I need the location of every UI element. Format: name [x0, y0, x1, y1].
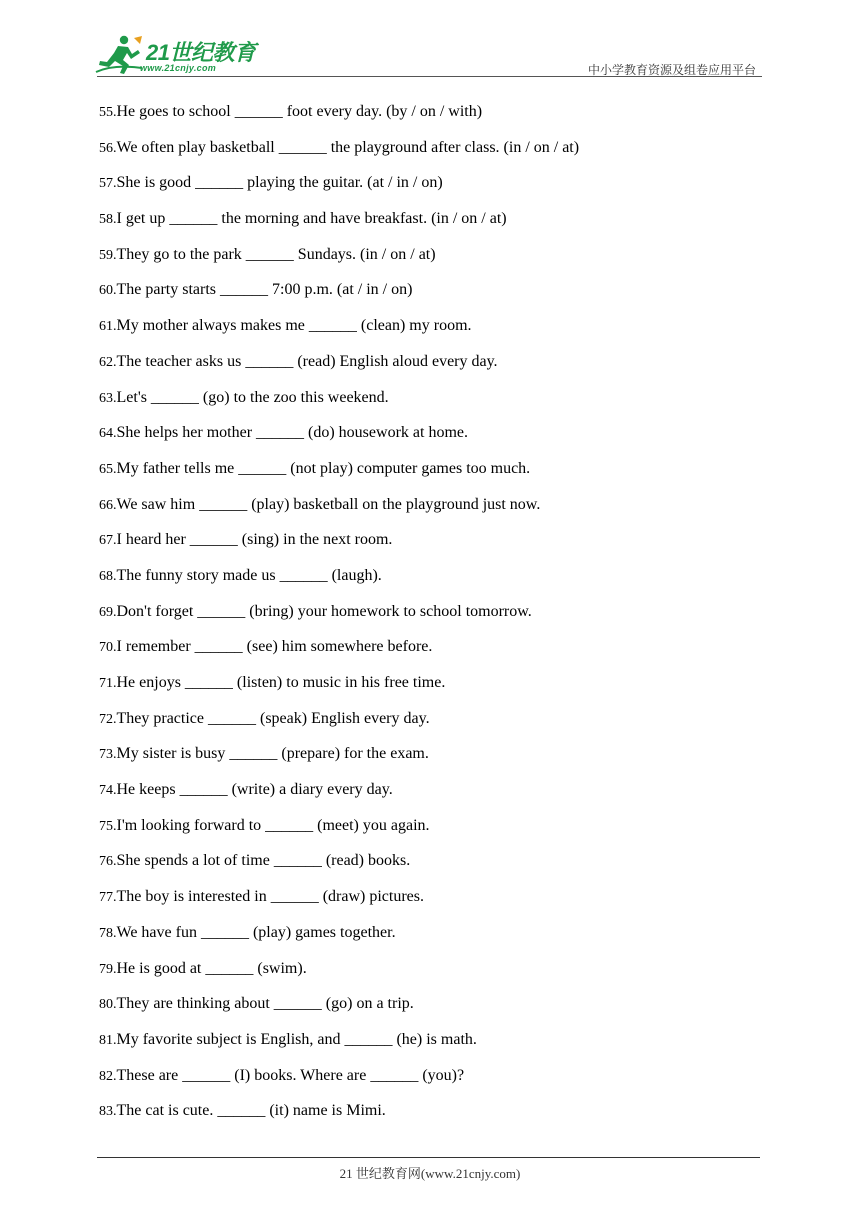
question-item [99, 458, 579, 494]
question-number: 58. [99, 212, 117, 228]
question-item [99, 886, 579, 922]
question-item [99, 672, 579, 708]
question-text: I remember ______ (see) him somewhere before. [116, 638, 433, 656]
question-text: Let's ______ (go) to the zoo this weekend. [116, 388, 389, 406]
question-number: 78. [99, 925, 117, 941]
question-text: My mother always makes me ______ (clean) my room. [116, 317, 472, 335]
question-text: He keeps ______ (write) a diary every day. [116, 781, 393, 799]
question-item [99, 1100, 579, 1136]
question-number: 68. [99, 568, 117, 584]
question-text: We have fun ______ (play) games together. [116, 923, 396, 941]
question-item [99, 279, 579, 315]
question-item [99, 815, 579, 851]
question-item [99, 636, 579, 672]
question-item [99, 244, 579, 280]
question-number: 67. [99, 533, 117, 549]
footer-divider [97, 1157, 760, 1158]
question-item [99, 850, 579, 886]
question-text: He enjoys ______ (listen) to music in his free time. [116, 674, 446, 691]
question-text: He goes to school ______ foot every day. (by / on / with) [116, 103, 483, 120]
question-item [99, 422, 579, 458]
question-item [99, 172, 579, 208]
header-tagline: 中小学教育资源及组卷应用平台 [587, 63, 756, 77]
question-text: My favorite subject is English, and ______ (he) is math. [116, 1030, 477, 1048]
question-item [99, 922, 579, 958]
question-list [99, 101, 579, 1136]
question-number: 76. [99, 854, 117, 870]
page-footer[interactable]: 21 世纪教育网(www.21cnjy.com) [339, 1166, 521, 1181]
question-text: The teacher asks us ______ (read) English aloud every day. [116, 352, 498, 370]
question-text: My sister is busy ______ (prepare) for the exam. [116, 745, 429, 763]
question-text: He is good at ______ (swim). [116, 959, 307, 977]
question-text: The boy is interested in ______ (draw) pictures. [116, 888, 424, 906]
question-item [99, 601, 579, 637]
question-text: I get up ______ the morning and have breakfast. (in / on / at) [116, 210, 507, 228]
question-item [99, 137, 579, 173]
question-number: 60. [99, 283, 117, 299]
question-number: 73. [99, 747, 117, 763]
question-number: 64. [99, 426, 117, 442]
question-text: They practice ______ (speak) English every day. [116, 709, 430, 727]
question-number: 74. [99, 783, 117, 799]
question-number: 61. [99, 319, 117, 335]
question-number: 83. [99, 1104, 117, 1120]
question-item [99, 779, 579, 815]
question-item [99, 565, 579, 601]
header-divider [97, 76, 762, 77]
question-item [99, 958, 579, 994]
question-number: 77. [99, 890, 117, 906]
question-item [99, 743, 579, 779]
question-item [99, 494, 579, 530]
question-number: 80. [99, 997, 117, 1013]
question-number: 72. [99, 711, 117, 727]
question-item [99, 208, 579, 244]
question-number: 71. [99, 676, 117, 691]
question-text: She helps her mother ______ (do) housework at home. [116, 424, 468, 442]
question-item [99, 993, 579, 1029]
question-text: She spends a lot of time ______ (read) books. [116, 852, 411, 870]
question-text: I'm looking forward to ______ (meet) you again. [116, 816, 430, 834]
question-item [99, 315, 579, 351]
page-header [0, 0, 860, 80]
question-item [99, 1029, 579, 1065]
question-number: 75. [99, 818, 117, 834]
question-number: 79. [99, 961, 117, 977]
runner-logo-icon [94, 34, 144, 76]
question-number: 62. [99, 354, 117, 370]
question-number: 57. [99, 176, 117, 192]
question-number: 59. [99, 247, 117, 263]
question-text: The funny story made us ______ (laugh). [116, 566, 382, 584]
question-number: 65. [99, 461, 117, 477]
question-item [99, 101, 579, 137]
question-number: 82. [99, 1068, 117, 1084]
site-logo[interactable] [94, 34, 264, 78]
question-text: The cat is cute. ______ (it) name is Mimi. [116, 1102, 386, 1120]
question-number: 55. [99, 105, 117, 120]
question-text: I heard her ______ (sing) in the next room. [116, 531, 393, 549]
question-text: Don't forget ______ (bring) your homework to school tomorrow. [116, 602, 532, 620]
question-number: 81. [99, 1032, 117, 1048]
question-text: She is good ______ playing the guitar. (at / in / on) [116, 174, 443, 192]
question-item [99, 708, 579, 744]
question-number: 69. [99, 604, 117, 620]
question-text: The party starts ______ 7:00 p.m. (at / in / on) [116, 281, 413, 299]
question-item [99, 529, 579, 565]
question-text: They go to the park ______ Sundays. (in / on / at) [116, 245, 436, 263]
question-number: 63. [99, 390, 117, 406]
question-text: They are thinking about ______ (go) on a trip. [116, 995, 414, 1013]
question-text: My father tells me ______ (not play) computer games too much. [116, 459, 531, 477]
question-item [99, 387, 579, 423]
question-text: We saw him ______ (play) basketball on the playground just now. [116, 495, 541, 513]
question-number: 66. [99, 497, 117, 513]
question-text: These are ______ (I) books. Where are ______ (you)? [116, 1066, 465, 1084]
question-number: 70. [99, 640, 117, 656]
question-number: 56. [99, 140, 117, 156]
logo-url: www.21cnjy.com [140, 63, 217, 73]
question-item [99, 351, 579, 387]
question-item [99, 1065, 579, 1101]
logo-text: 21世纪教育 [146, 40, 256, 65]
question-text: We often play basketball ______ the playground after class. (in / on / at) [116, 138, 580, 156]
